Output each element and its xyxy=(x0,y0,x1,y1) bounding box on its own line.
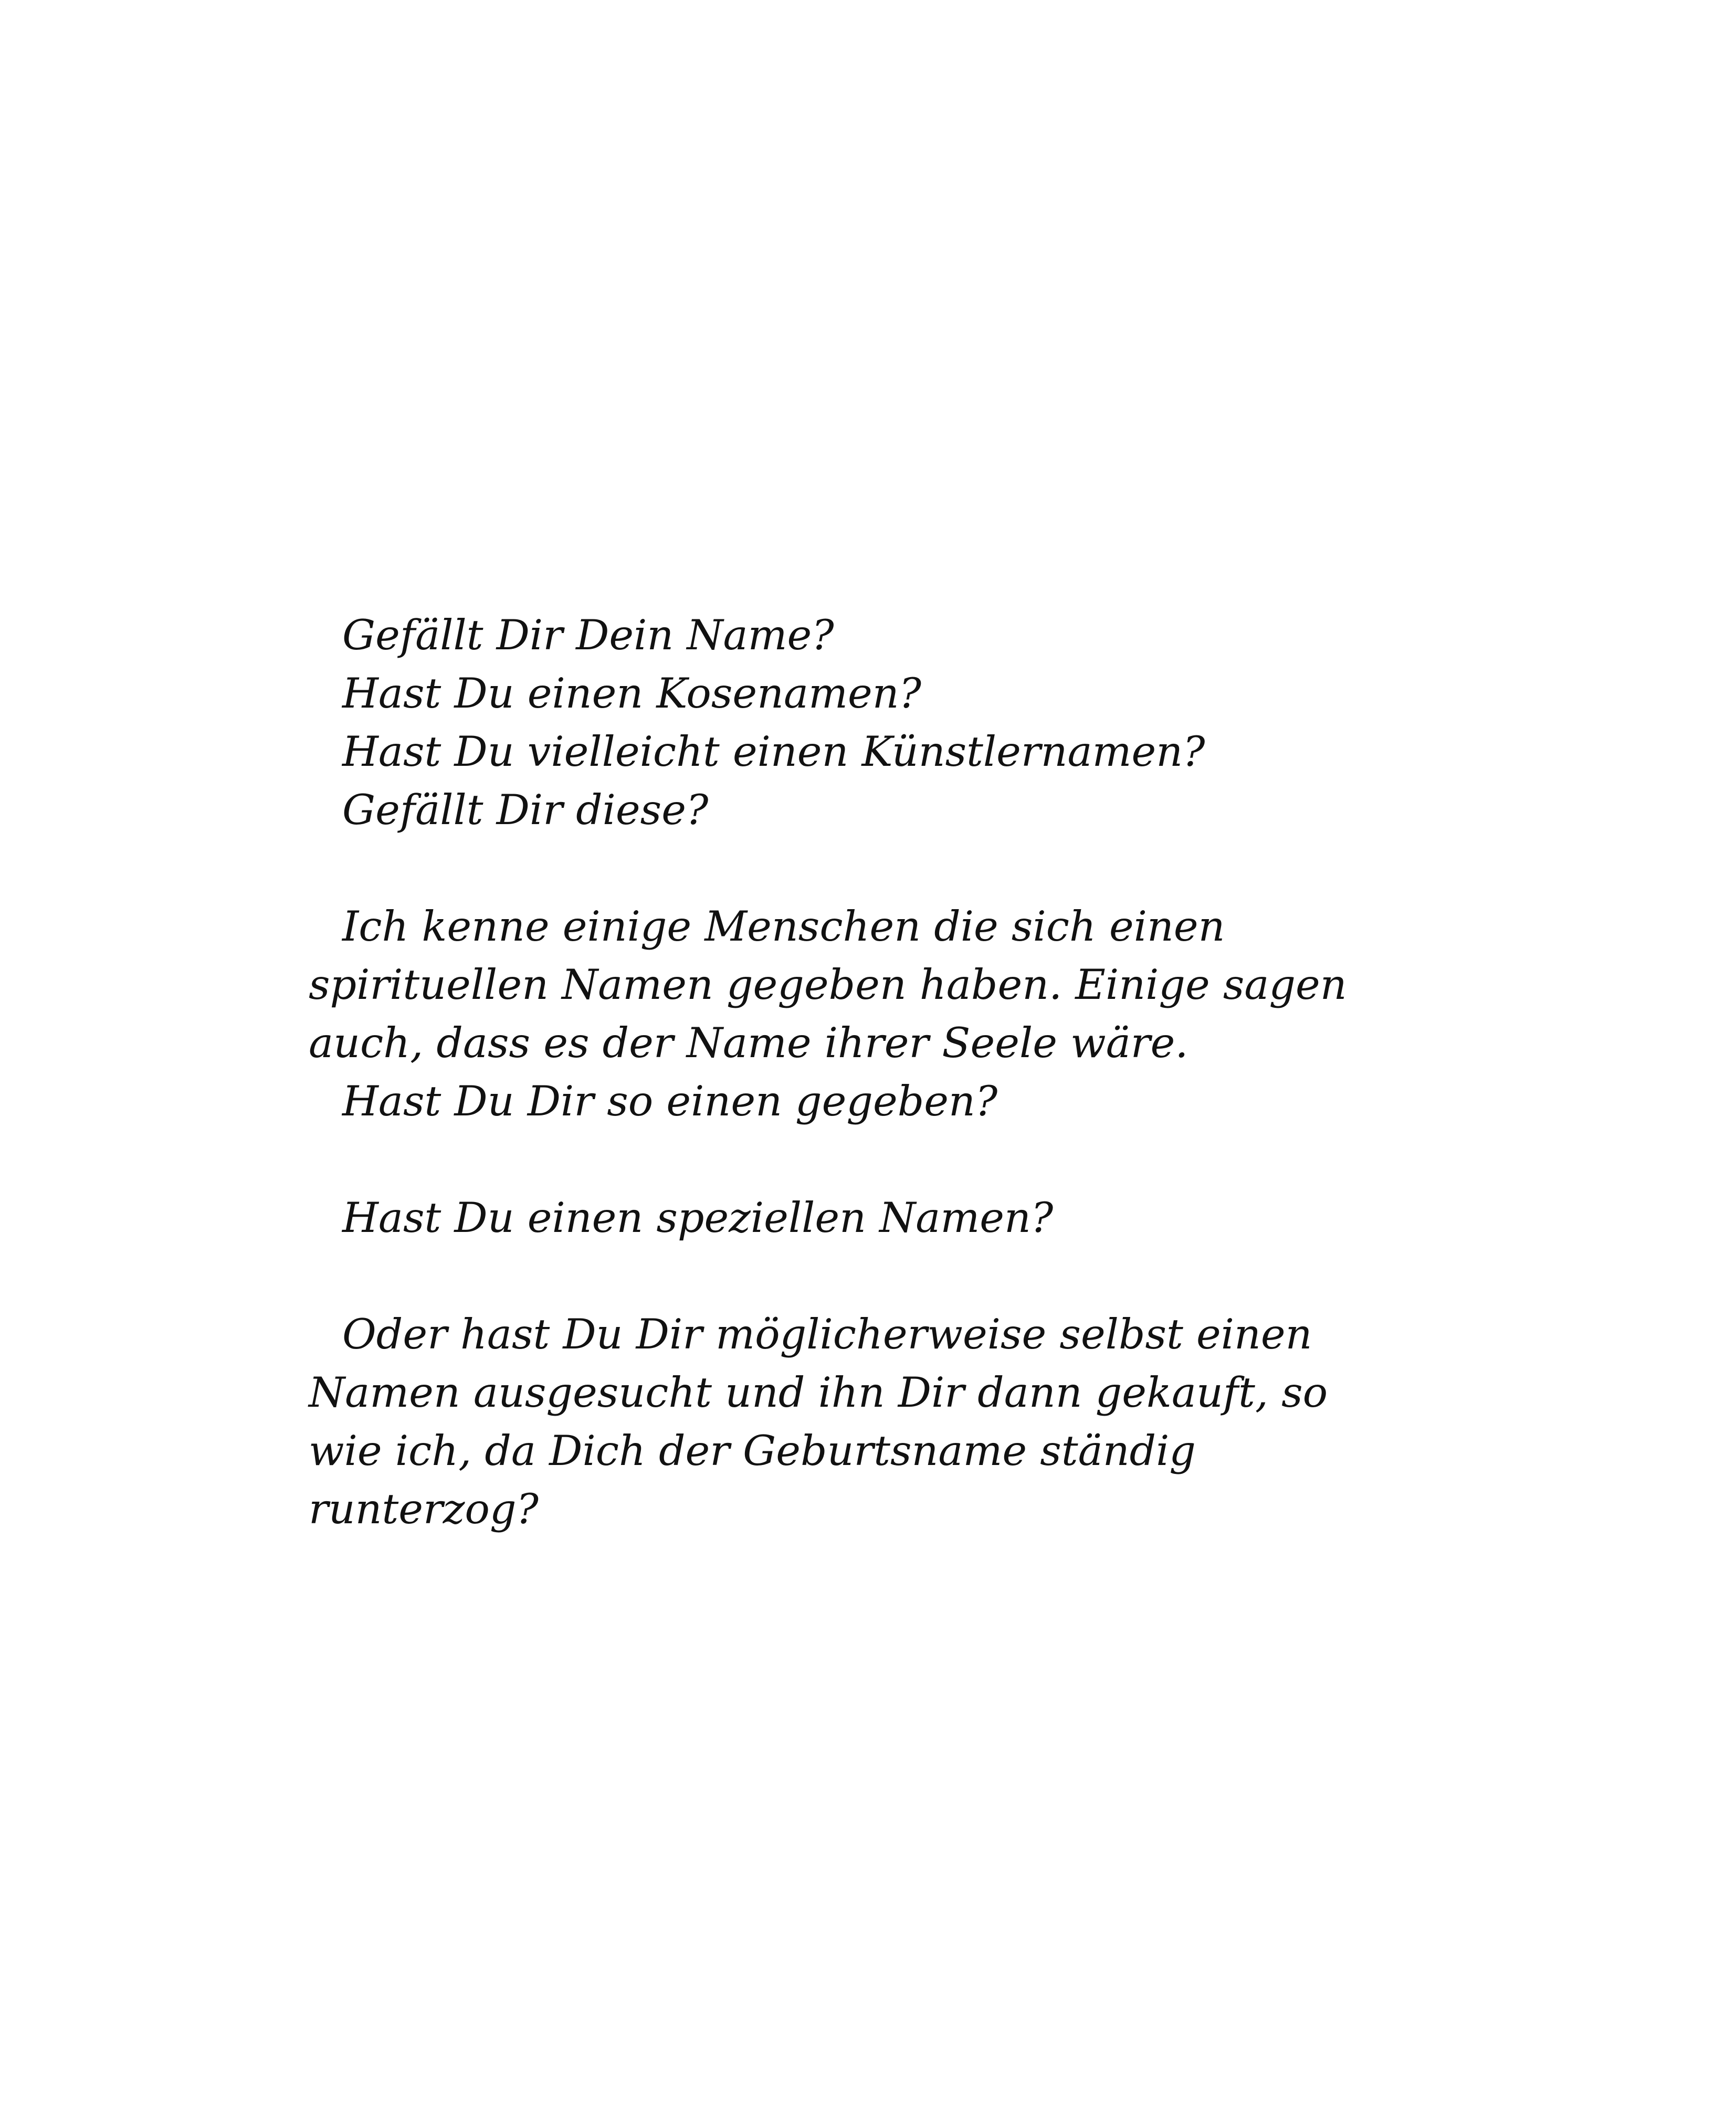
text-line: Hast Du vielleicht einen Künstlernamen? xyxy=(342,728,1205,776)
text-line: Namen ausgesucht und ihn Dir dann gekauft, so xyxy=(309,1368,1328,1417)
text-line: Hast Du einen speziellen Namen? xyxy=(342,1194,1054,1242)
text-line: Gefällt Dir diese? xyxy=(342,786,709,834)
paragraph-name-questions xyxy=(309,606,1464,839)
body-text xyxy=(309,606,1464,1538)
text-line: Ich kenne einige Menschen die sich einen xyxy=(342,902,1225,951)
text-line: Oder hast Du Dir möglicherweise selbst einen xyxy=(342,1310,1312,1358)
paragraph-chosen-name xyxy=(309,1305,1464,1538)
text-line: Hast Du Dir so einen gegeben? xyxy=(342,1077,998,1125)
paragraph-spiritual-name xyxy=(309,898,1464,1131)
paragraph-special-name xyxy=(309,1189,1464,1247)
text-line: auch, dass es der Name ihrer Seele wäre. xyxy=(309,1019,1188,1067)
text-line: Gefällt Dir Dein Name? xyxy=(342,611,834,659)
text-line: wie ich, da Dich der Geburtsname ständig xyxy=(309,1427,1196,1475)
text-line: Hast Du einen Kosenamen? xyxy=(342,669,921,718)
text-line: spirituellen Namen gegeben haben. Einige sagen xyxy=(309,961,1347,1009)
text-line: runterzog? xyxy=(309,1485,539,1533)
